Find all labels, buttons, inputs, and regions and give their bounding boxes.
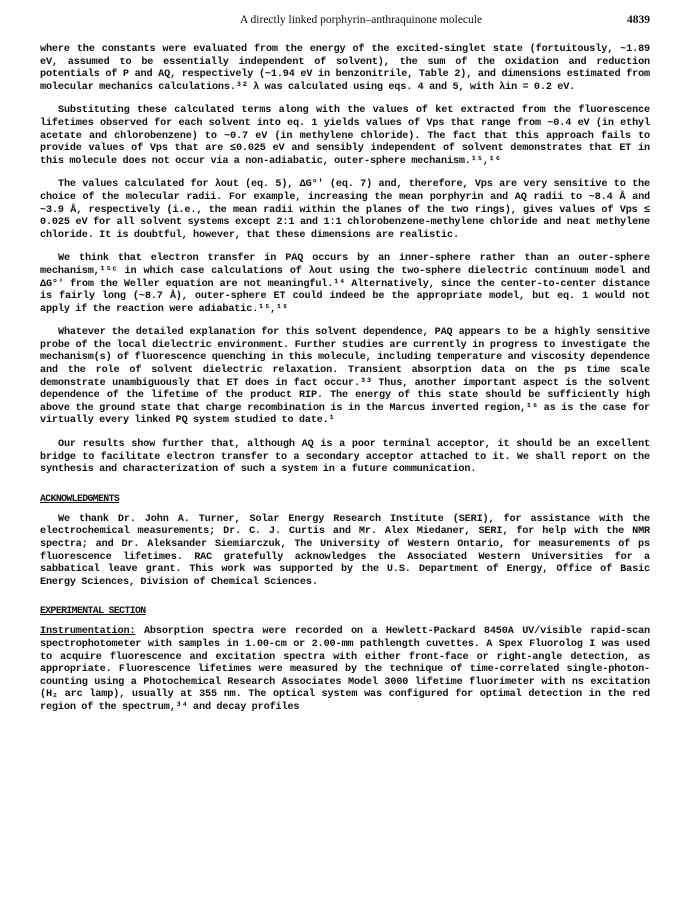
page-number: 4839 [627, 14, 650, 26]
running-title: A directly linked porphyrin–anthraquinone molecule [240, 14, 483, 26]
instrumentation-runin: Instrumentation: [40, 626, 136, 638]
paragraph-continuation: where the constants were evaluated from the energy of the excited-singlet state (fortuitously, ~1.89 eV, assumed to be essentially independent of solvent), the sum of the oxidation and reduction potentials of P and AQ, respectively (~1.94 eV in benzonitrile, Table 2), and dimensions estimated from molecular mechanics calculations.³² λ was calculated using eqs. 4 and 5, with λin = 0.2 eV. [40, 44, 650, 93]
instrumentation-text: Absorption spectra were recorded on a Hewlett-Packard 8450A UV/visible rapid-scan spectrophotometer with samples in 1.00-cm or 2.00-mm pathlength cuvettes. A Spex Fluorolog I was used to acquire fluorescence and excitation spectra with either front-face or right-angle detection, as appropriate. Fluorescence lifetimes were measured by the technique of time-correlated single-photon-counting using a Photochemical Research Associates Model 3000 lifetime fluorimeter with ns excitation (H₂ arc lamp), usually at 355 nm. The optical system was configured for optimal detection in the red region of the spectrum,³⁴ and decay profiles [40, 626, 650, 713]
paragraph-results: Our results show further that, although AQ is a poor terminal acceptor, it should be an excellent bridge to facilitate electron transfer to a secondary acceptor attached to it. We shall report on the synthesis and characterization of such a system in a future communication. [40, 439, 650, 476]
paragraph-substituting: Substituting these calculated terms along with the values of ket extracted from the fluorescence lifetimes observed for each solvent into eq. 1 yields values of Vps that range from ~0.4 eV (in ethyl acetate and chlorobenzene) to ~0.7 eV (in methylene chloride). The fact that this approach fails to provide values of Vps that are ≤0.025 eV and sensibly independent of solvent demonstrates that ET in this molecule does not occur via a non-adiabatic, outer-sphere mechanism.¹⁵,¹⁶ [40, 105, 650, 167]
paragraph-values-calculated: The values calculated for λout (eq. 5), ΔG°′ (eq. 7) and, therefore, Vps are very sensitive to the choice of the molecular radii. For example, increasing the mean porphyrin and AQ radii to ~8.4 Å and ~3.9 Å, respectively (i.e., the mean radii within the planes of the two rings), gives values of Vps ≤ 0.025 eV for all solvent systems except 2:1 and 1:1 chlorobenzene-methylene chloride and neat methylene chloride. It is doubtful, however, that these dimensions are realistic. [40, 179, 650, 241]
journal-page [40, 14, 650, 906]
paragraph-inner-sphere: We think that electron transfer in PAQ occurs by an inner-sphere rather than an outer-sphere mechanism,¹⁵ᶜ in which case calculations of λout using the two-sphere dielectric continuum model and ΔG°′ from the Weller equation are not meaningful.¹⁴ Alternatively, since the center-to-center distance is fairly long (~8.7 Å), outer-sphere ET could indeed be the appropriate model, but eq. 1 would not apply if the reaction were adiabatic.¹⁵,¹⁶ [40, 253, 650, 315]
experimental-heading: EXPERIMENTAL SECTION [40, 605, 146, 617]
instrumentation-paragraph [40, 626, 650, 714]
running-header [40, 14, 650, 30]
paragraph-solvent-dependence: Whatever the detailed explanation for this solvent dependence, PAQ appears to be a highly sensitive probe of the local dielectric environment. Further studies are currently in progress to investigate the mechanism(s) of fluorescence quenching in this molecule, including temperature and viscosity dependence and the role of solvent dielectric relaxation. Transient absorption data on the ps time scale demonstrate unambiguously that ET does in fact occur.³³ Thus, another important aspect is the solvent dependence of the lifetime of the product RIP. The energy of this state should be sufficiently high above the ground state that charge recombination is in the Marcus inverted region,¹⁶ as is the case for virtually every linked PQ system studied to date.¹ [40, 327, 650, 427]
acknowledgments-text: We thank Dr. John A. Turner, Solar Energy Research Institute (SERI), for assistance with the electrochemical measurements; Dr. C. J. Curtis and Mr. Alex Miedaner, SERI, for help with the NMR spectra; and Dr. Aleksander Siemiarczuk, The University of Western Ontario, for measurements of ps fluorescence lifetimes. RAC gratefully acknowledges the Associated Western Universities for a sabbatical leave grant. This work was supported by the U.S. Department of Energy, Office of Basic Energy Sciences, Division of Chemical Sciences. [40, 513, 650, 588]
acknowledgments-heading: ACKNOWLEDGMENTS [40, 492, 120, 504]
